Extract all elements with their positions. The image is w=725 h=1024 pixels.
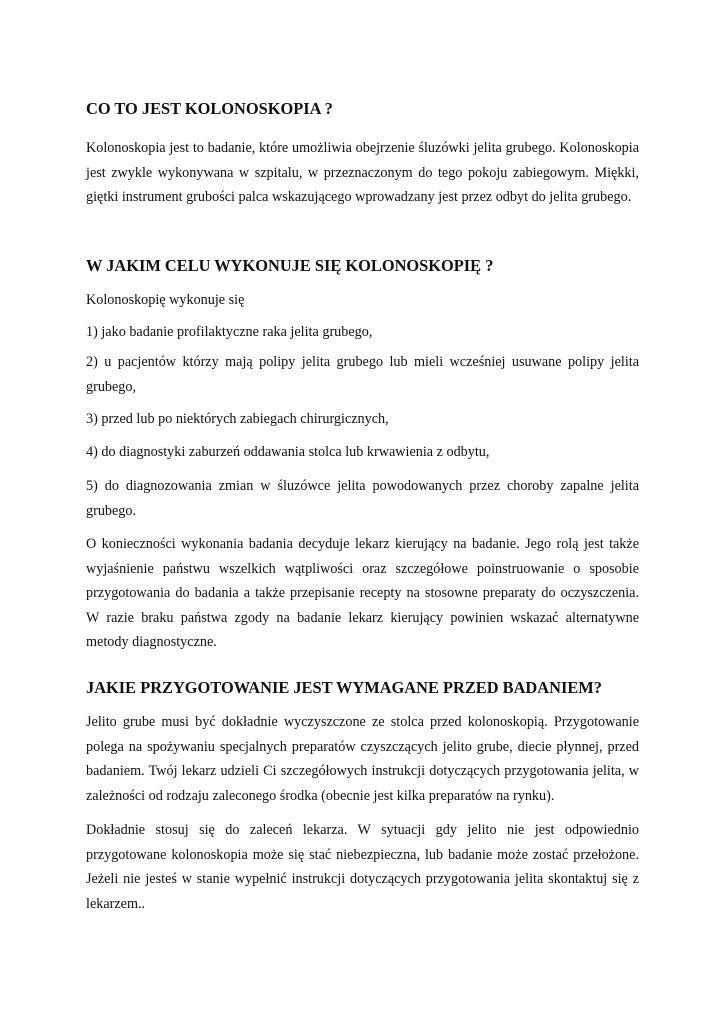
section-paragraph-preparation: Jelito grube musi być dokładnie wyczyszczone ze stolca przed kolonoskopią. Przygotowanie polega na spożywaniu specjalnych preparatów czyszczących jelito grube, diecie płynnej, przed badaniem. Twój lekarz udzieli Ci szczegółowych instrukcji dotyczących przygotowania jelita, w zależności od rodzaju zaleconego środka (obecnie jest kilka preparatów na rynku). bbox=[86, 714, 639, 804]
purpose-list-item: 4) do diagnostyki zaburzeń oddawania stolca lub krwawienia z odbytu, bbox=[86, 444, 490, 460]
section-paragraph-decision: O konieczności wykonania badania decyduje lekarz kierujący na badanie. Jego rolą jest także wyjaśnienie państwu wszelkich wątpliwości oraz szczegółowe poinstruowanie o sposobie przygotowania do badania a także przepisanie recepty na stosowne preparaty do oczyszczenia. W razie braku państwa zgody na badanie lekarz kierujący powinien wskazać alternatywne metody diagnostyczne. bbox=[86, 536, 639, 650]
purpose-intro: Kolonoskopię wykonuje się bbox=[86, 292, 245, 308]
section-heading-preparation: JAKIE PRZYGOTOWANIE JEST WYMAGANE PRZED BADANIEM? bbox=[86, 678, 602, 697]
purpose-list-item: 3) przed lub po niektórych zabiegach chirurgicznych, bbox=[86, 411, 389, 427]
section-paragraph-instructions: Dokładnie stosuj się do zaleceń lekarza. W sytuacji gdy jelito nie jest odpowiednio przygotowane kolonoskopia może się stać niebezpieczna, lub badanie może zostać przełożone. Jeżeli nie jesteś w stanie wypełnić instrukcji dotyczących przygotowania jelita skontaktuj się z lekarzem.. bbox=[86, 822, 639, 912]
section-paragraph-what-is: Kolonoskopia jest to badanie, które umożliwia obejrzenie śluzówki jelita grubego. Kolonoskopia jest zwykle wykonywana w szpitalu, w przeznaczonym do tego pokoju zabiegowym. Miękki, giętki instrument grubości palca wskazującego wprowadzany jest przez odbyt do jelita grubego. bbox=[86, 140, 639, 205]
purpose-list-item: 2) u pacjentów którzy mają polipy jelita grubego lub mieli wcześniej usuwane polipy jelita grubego, bbox=[86, 354, 639, 395]
section-heading-purpose: W JAKIM CELU WYKONUJE SIĘ KOLONOSKOPIĘ ? bbox=[86, 256, 494, 275]
section-heading-what-is: CO TO JEST KOLONOSKOPIA ? bbox=[86, 99, 333, 118]
purpose-list-item: 1) jako badanie profilaktyczne raka jelita grubego, bbox=[86, 324, 373, 340]
purpose-list-item: 5) do diagnozowania zmian w śluzówce jelita powodowanych przez choroby zapalne jelita grubego. bbox=[86, 478, 639, 519]
